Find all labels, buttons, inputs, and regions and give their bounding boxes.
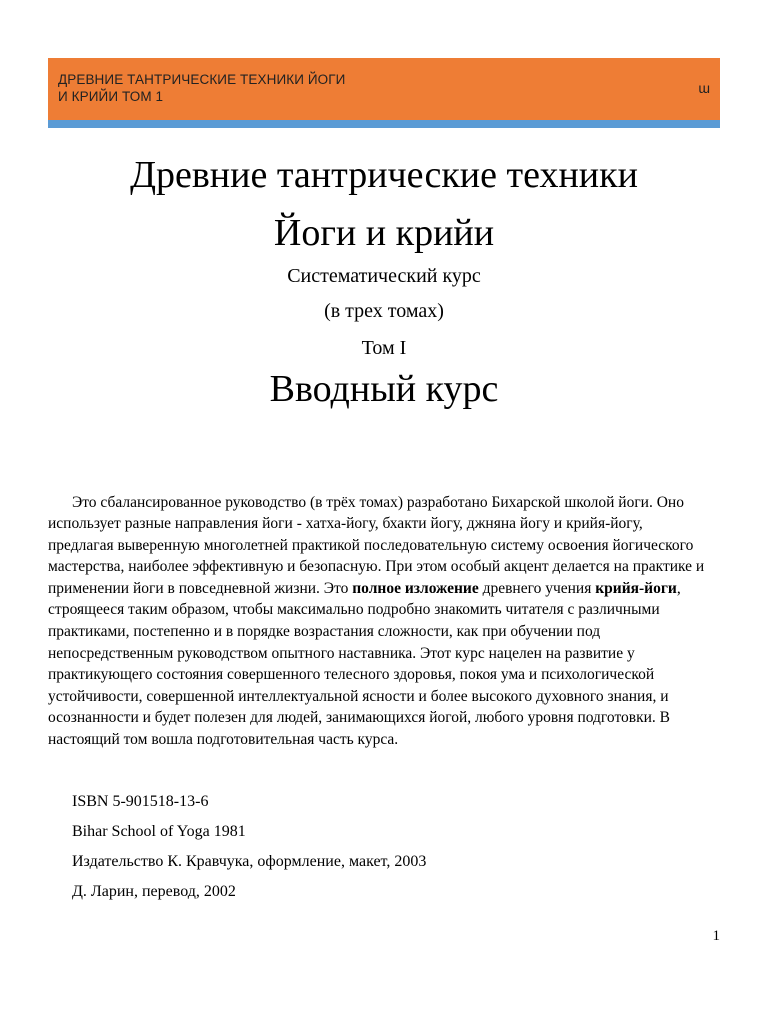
- book-volumes-note: (в трех томах): [324, 300, 444, 322]
- book-title-line-1: Древние тантрические техники: [130, 154, 638, 196]
- description-part-2: древнего учения: [478, 579, 596, 597]
- copyright-line: Bihar School of Yoga 1981: [72, 823, 246, 840]
- running-header-line-2: И КРИЙИ ТОМ 1: [58, 89, 164, 104]
- running-header-line-1: ДРЕВНИЕ ТАНТРИЧЕСКИЕ ТЕХНИКИ ЙОГИ: [58, 72, 346, 87]
- page-number: 1: [712, 928, 720, 944]
- book-title-line-2: Йоги и крийи: [273, 212, 495, 254]
- description-part-1: Это сбалансированное руководство (в трёх томах) разработано Бихарской школой йоги. Оно использует разные направления йоги - хатха-йогу, бхакти йогу, джняна йогу и крийя-йогу, предлагая выверенную многолетней практикой последовательную систему освоения йогического мастерства, наиболее эффективную и безопасную. При этом особый акцент делается на практике и применении йоги в повседневной жизни. Это: [48, 493, 705, 597]
- course-title: Вводный курс: [269, 368, 499, 410]
- description-bold-1: полное изложение: [352, 579, 479, 597]
- book-subtitle: Систематический курс: [287, 265, 481, 287]
- header-band: [48, 58, 720, 120]
- running-header-title: [58, 71, 346, 105]
- header-rule: [48, 120, 720, 128]
- header-mark: ɯ: [698, 80, 710, 96]
- publisher-line: Издательство К. Кравчука, оформление, макет, 2003: [72, 853, 427, 870]
- description-bold-2: крийя-йоги: [595, 579, 677, 597]
- isbn-line: ISBN 5-901518-13-6: [72, 793, 209, 810]
- description-part-3: , строящееся таким образом, чтобы максимально подробно знакомить читателя с различными практиками, постепенно и в порядке возрастания сложности, как при обучении под непосредственным руководством опытного наставника. Этот курс нацелен на развитие у практикующего состояния совершенного телесного здоровья, покоя ума и психологической устойчивости, совершенной интеллектуальной ясности и более высокого духовного знания, и осознанности и будет полезен для людей, занимающихся йогой, любого уровня подготовки. В настоящий том вошла подготовительная часть курса.: [48, 579, 681, 749]
- volume-number: Том I: [361, 337, 407, 359]
- translator-line: Д. Ларин, перевод, 2002: [72, 883, 236, 900]
- description-paragraph: [48, 492, 712, 751]
